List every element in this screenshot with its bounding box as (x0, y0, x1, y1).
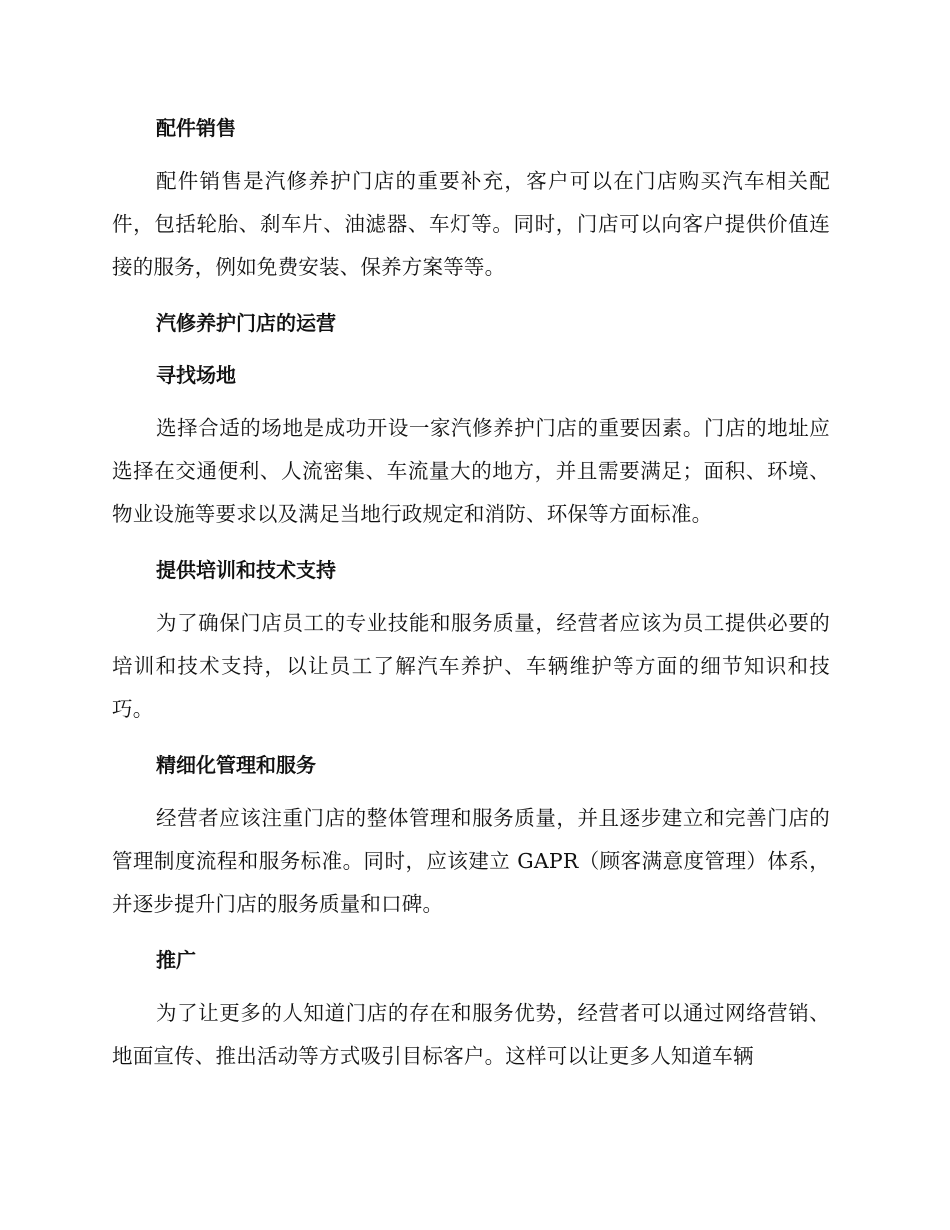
paragraph-refined-management: 经营者应该注重门店的整体管理和服务质量，并且逐步建立和完善门店的管理制度流程和服务标准。同时，应该建立 GAPR（顾客满意度管理）体系，并逐步提升门店的服务质量和口碑。 (112, 806, 830, 916)
paragraph-find-site: 选择合适的场地是成功开设一家汽修养护门店的重要因素。门店的地址应选择在交通便利、人流密集、车流量大的地方，并且需要满足；面积、环境、物业设施等要求以及满足当地行政规定和消防、环保等方面标准。 (112, 416, 830, 526)
paragraph-training-support: 为了确保门店员工的专业技能和服务质量，经营者应该为员工提供必要的培训和技术支持，以让员工了解汽车养护、车辆维护等方面的细节知识和技巧。 (112, 611, 830, 721)
section-heading-training-support: 提供培训和技术支持 (156, 558, 336, 582)
paragraph-parts-sales: 配件销售是汽修养护门店的重要补充，客户可以在门店购买汽车相关配件，包括轮胎、刹车片、油滤器、车灯等。同时，门店可以向客户提供价值连接的服务，例如免费安装、保养方案等等。 (112, 169, 830, 279)
section-heading-store-operations: 汽修养护门店的运营 (156, 311, 336, 335)
section-heading-parts-sales: 配件销售 (156, 116, 236, 140)
section-heading-refined-management: 精细化管理和服务 (156, 753, 316, 777)
section-heading-find-site: 寻找场地 (156, 363, 236, 387)
section-heading-promotion: 推广 (156, 948, 196, 972)
document-page (112, 108, 830, 1078)
paragraph-promotion: 为了让更多的人知道门店的存在和服务优势，经营者可以通过网络营销、地面宣传、推出活动等方式吸引目标客户。这样可以让更多人知道车辆 (112, 1001, 830, 1068)
